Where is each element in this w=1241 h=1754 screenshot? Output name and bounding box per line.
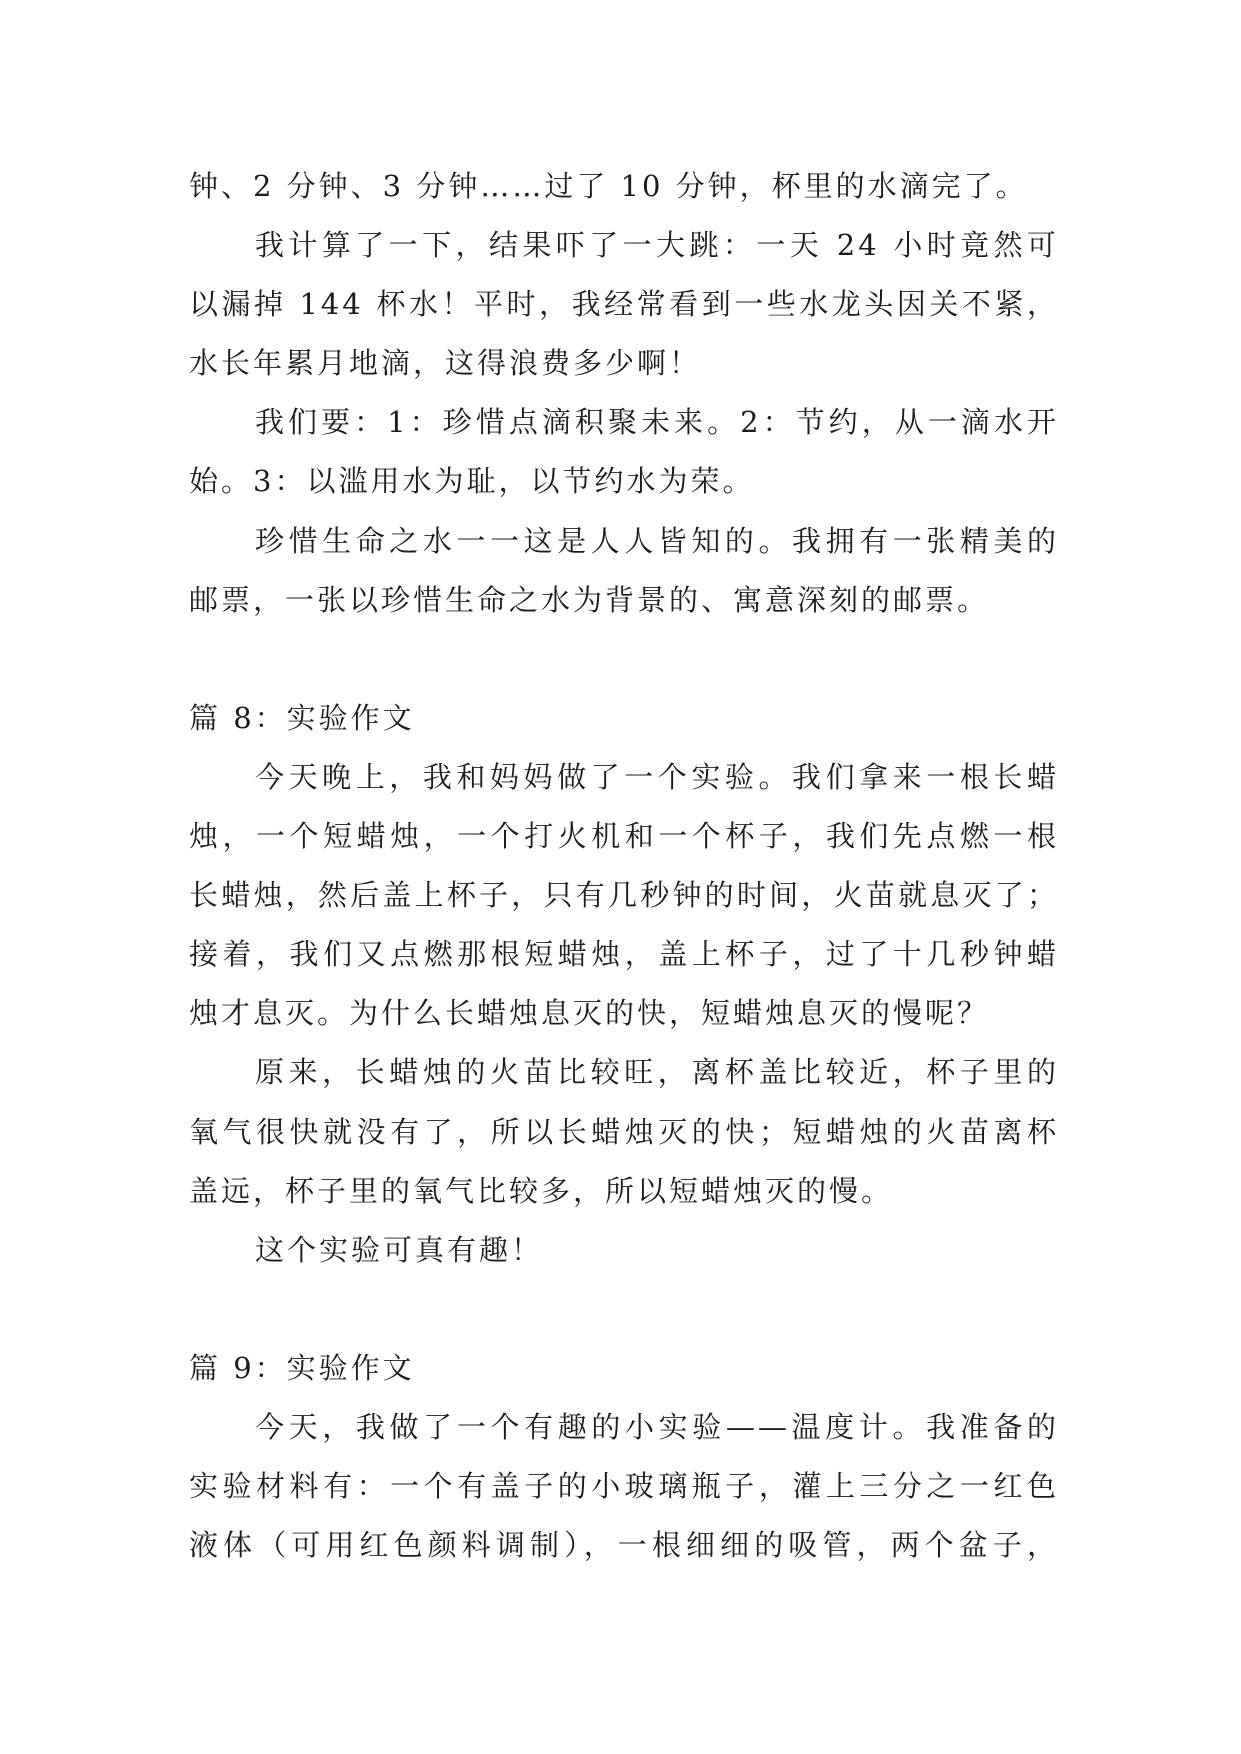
text-line: 我们要：1：珍惜点滴积聚未来。2：节约，从一滴水开 [255,405,1059,440]
paragraph [189,748,1059,1043]
essay-title: 篇 9：实验作文 [189,1350,415,1385]
text-line: 接着，我们又点燃那根短蜡烛，盖上杯子，过了十几秒钟蜡 [189,937,1059,972]
text-line: 我计算了一下，结果吓了一大跳：一天 24 小时竟然可 [255,228,1059,263]
text-line: 实验材料有：一个有盖子的小玻璃瓶子，灌上三分之一红色 [189,1469,1059,1504]
text-line: 珍惜生命之水一一这是人人皆知的。我拥有一张精美的 [255,523,1059,558]
text-line: 水长年累月地滴，这得浪费多少啊！ [189,346,702,381]
paragraph [189,216,1059,393]
text-line: 邮票，一张以珍惜生命之水为背景的、寓意深刻的邮票。 [189,582,990,617]
text-line: 氧气很快就没有了，所以长蜡烛灭的快；短蜡烛的火苗离杯 [189,1114,1059,1149]
continued-essay [189,157,1059,630]
document-body [189,157,1059,1575]
text-line: 钟、2 分钟、3 分钟……过了 10 分钟，杯里的水滴完了。 [189,169,1028,203]
essay-title: 篇 8：实验作文 [189,700,415,735]
text-line: 长蜡烛，然后盖上杯子，只有几秒钟的时间，火苗就息灭了； [189,878,1059,913]
text-line: 以漏掉 144 杯水！平时，我经常看到一些水龙头因关不紧， [189,287,1059,322]
paragraph [189,1043,1059,1220]
blank-line [189,630,1059,689]
text-line: 烛才息灭。为什么长蜡烛息灭的快，短蜡烛息灭的慢呢？ [189,996,990,1031]
text-line: 盖远，杯子里的氧气比较多，所以短蜡烛灭的慢。 [189,1173,894,1208]
text-line: 始。3：以滥用水为耻，以节约水为荣。 [189,464,755,499]
paragraph [189,1398,1059,1575]
text-line: 今天晚上，我和妈妈做了一个实验。我们拿来一根长蜡 [255,759,1059,794]
paragraph [189,157,1059,216]
text-line: 今天，我做了一个有趣的小实验——温度计。我准备的 [255,1409,1059,1444]
paragraph [189,512,1059,630]
essay-8 [189,689,1059,1280]
text-line: 液体（可用红色颜料调制），一根细细的吸管，两个盆子， [189,1528,1059,1563]
blank-line [189,1280,1059,1339]
text-line: 烛，一个短蜡烛，一个打火机和一个杯子，我们先点燃一根 [189,819,1059,854]
text-line: 原来，长蜡烛的火苗比较旺，离杯盖比较近，杯子里的 [255,1055,1059,1090]
paragraph [189,393,1059,511]
text-line: 这个实验可真有趣！ [255,1232,544,1267]
essay-9 [189,1339,1059,1575]
paragraph [189,1221,1059,1280]
